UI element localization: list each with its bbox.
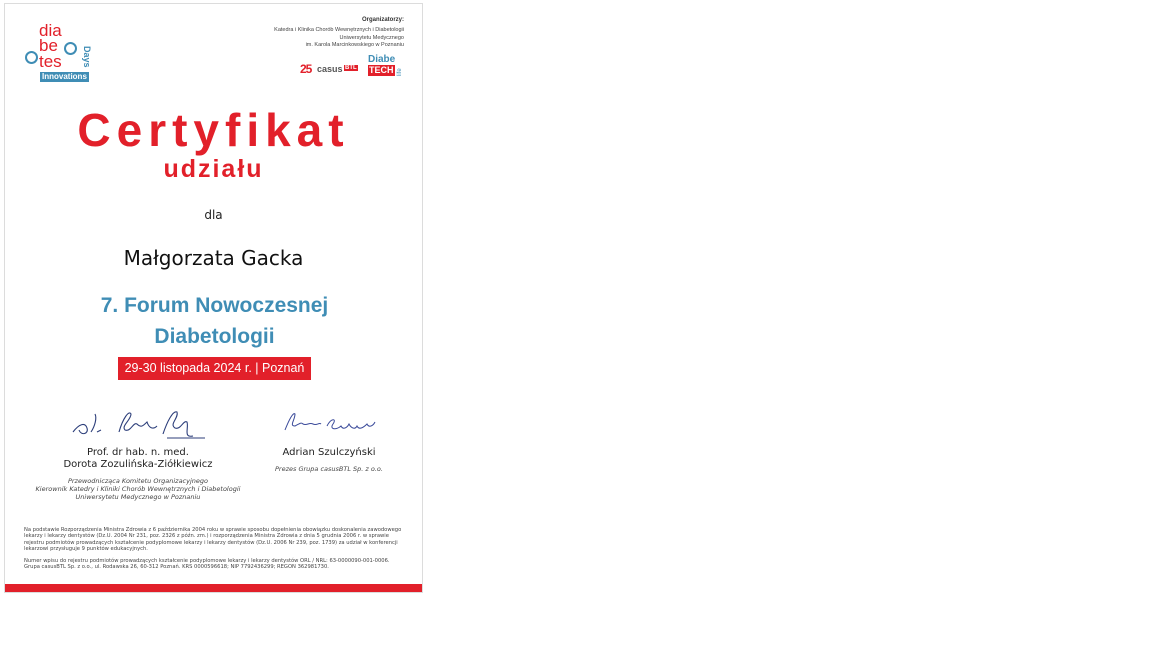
signer-1-name: Dorota Zozulińska-Ziółkiewicz — [63, 459, 213, 470]
event-name-line: Diabetologii — [154, 325, 275, 348]
casus-btl-badge: BTL — [345, 65, 357, 71]
logo-text-be: be — [39, 36, 58, 55]
for-label: dla — [204, 208, 223, 222]
diabetes-days-logo — [23, 20, 95, 84]
certificate-page — [4, 3, 423, 593]
certificate-subtitle: udziału — [163, 155, 264, 183]
event-name-line: 7. Forum Nowoczesnej — [100, 294, 329, 317]
organizers-block — [274, 17, 404, 50]
signer-1 — [25, 447, 251, 501]
logo-days: Days — [82, 46, 92, 68]
legal-paragraph: Na podstawie Rozporządzenia Ministra Zdrowia z 6 października 2004 roku w sprawie sposobu dopełnienia obowiązku doskonalenia zawodowego lekarzy i lekarzy dentystów (Dz.U. 2004 Nr 231, poz. 2326 z późn. zm.) i rozporządzenia Ministra Zdrowia z dnia 5 grudnia 2006 r. w sprawie rejestru podmiotów prowadzących kształcenie podyplomowe lekarzy i lekarzy dentystów (Dz.U. 2006 Nr 239, poz. 1739) za udział w konferencji lekarzowi przysługuje 9 punktów edukacyjnych. — [24, 527, 402, 552]
signer-2 — [259, 447, 399, 473]
diabetech-logo-side: life — [397, 68, 403, 76]
signer-1-role: Uniwersytetu Medycznego w Poznaniu — [75, 493, 201, 501]
casus-anniversary-number: 25 — [300, 62, 312, 76]
diabetech-logo-badge: TECH — [369, 65, 394, 75]
logo-ring-icon — [25, 51, 38, 64]
signer-1-role: Przewodnicząca Komitetu Organizacyjnego — [67, 477, 209, 485]
legal-paragraph: Numer wpisu do rejestru podmiotów prowadzących kształcenie podyplomowe lekarzy i lekarzy dentystów ORL / NRL: 63-0000090-001-0006. Grupa casusBTL Sp. z o.o., ul. Rodawska 26, 60-312 Poznań. KRS 0000596618; NIP 7792436299; REGON 362981730. — [24, 558, 390, 571]
participant-name: Małgorzata Gacka — [123, 246, 304, 270]
event-date-place: 29-30 listopada 2024 r. | Poznań — [118, 357, 311, 380]
casus-logo-text: casus — [317, 64, 343, 74]
signature-2 — [281, 408, 381, 438]
logo-ring-icon — [64, 42, 77, 55]
signer-1-title: Prof. dr hab. n. med. — [87, 447, 189, 458]
organizers-heading: Organizatorzy: — [361, 17, 404, 23]
logo-innovations-badge: Innovations — [42, 72, 87, 81]
diabetech-logo-top: Diabe — [368, 54, 396, 65]
event-name — [45, 290, 384, 352]
signer-2-name: Adrian Szulczyński — [282, 447, 376, 458]
organizer-line: Katedra i Klinika Chorób Wewnętrznych i Diabetologii — [274, 27, 404, 33]
signer-2-role: Prezes Grupa casusBTL Sp. z o.o. — [275, 465, 383, 473]
bottom-accent-bar — [5, 584, 422, 592]
signature-1 — [71, 404, 211, 444]
logo-text-tes: tes — [39, 52, 62, 71]
logo-text-dia: dia — [39, 21, 62, 40]
organizer-line: Uniwersytetu Medycznego — [339, 34, 404, 41]
organizer-logos — [300, 54, 404, 78]
certificate-title: Certyfikat — [77, 104, 350, 156]
organizer-line: im. Karola Marcinkowskiego w Poznaniu — [305, 42, 404, 48]
legal-footer — [24, 527, 405, 577]
signer-1-role: Kierownik Katedry i Kliniki Chorób Wewnętrznych i Diabetologii — [35, 485, 241, 493]
